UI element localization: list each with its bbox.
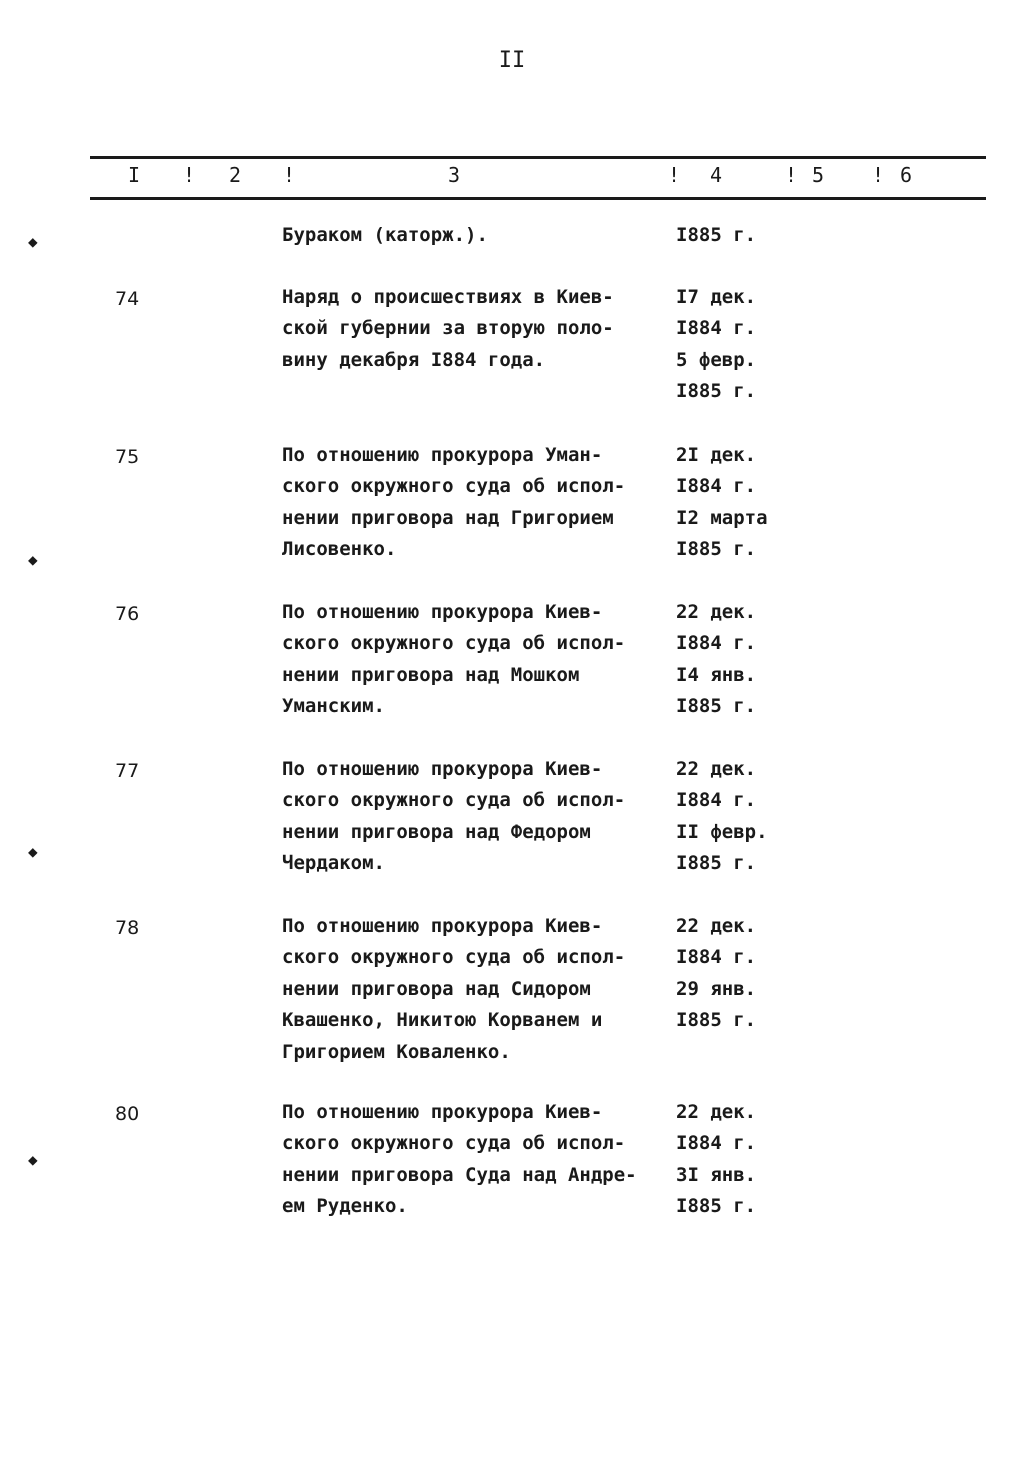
description-line: Уманским. xyxy=(282,695,385,718)
date-line: I884 г. xyxy=(676,946,757,969)
date-line: I885 г. xyxy=(676,380,757,403)
date-line: 22 дек. xyxy=(676,1101,757,1123)
description-line: нении приговора Суда над Андре- xyxy=(282,1163,637,1186)
description-line: нении приговора над Сидором xyxy=(282,977,591,1000)
header-col-4: 4 xyxy=(710,163,723,187)
header-col-5: 5 xyxy=(812,163,825,187)
description-line: По отношению прокурора Уман- xyxy=(282,444,603,466)
row-dates xyxy=(676,282,806,408)
row-number: 77 xyxy=(115,760,140,782)
row-number: 76 xyxy=(115,603,140,625)
description-line: Григорием Коваленко. xyxy=(282,1040,511,1063)
description-line: ского окружного суда об испол- xyxy=(282,946,626,969)
row-description xyxy=(282,597,667,723)
header-col-6: 6 xyxy=(900,163,913,187)
margin-mark: ◆ xyxy=(28,550,38,569)
date-line: I885 г. xyxy=(676,538,757,561)
table-row xyxy=(0,911,1024,1097)
row-dates xyxy=(676,440,806,566)
description-line: ского окружного суда об испол- xyxy=(282,632,626,655)
row-dates xyxy=(676,1097,806,1223)
page-number: II xyxy=(498,48,526,73)
margin-mark: ◆ xyxy=(28,1150,38,1169)
date-line: 22 дек. xyxy=(676,601,757,623)
table-row xyxy=(0,597,1024,754)
row-description xyxy=(282,440,667,566)
date-line: I885 г. xyxy=(676,1009,757,1032)
table-body xyxy=(0,220,1024,1257)
header-separator: ! xyxy=(785,163,798,187)
date-line: I2 марта xyxy=(676,506,768,529)
description-line: нении приговора над Григорием xyxy=(282,506,614,529)
row-number: 78 xyxy=(115,917,140,939)
row-dates xyxy=(676,911,806,1037)
date-line: I885 г. xyxy=(676,1195,757,1218)
date-line: II февр. xyxy=(676,820,768,843)
description-line: По отношению прокурора Киев- xyxy=(282,758,603,780)
description-line: ского окружного суда об испол- xyxy=(282,1132,626,1155)
row-dates xyxy=(676,220,806,251)
row-description xyxy=(282,754,667,880)
row-number: 74 xyxy=(115,288,140,310)
description-line: Бураком (каторж.). xyxy=(282,224,488,246)
row-number: 80 xyxy=(115,1103,140,1125)
date-line: I885 г. xyxy=(676,224,757,246)
description-line: ского окружного суда об испол- xyxy=(282,475,626,498)
row-dates xyxy=(676,597,806,723)
description-line: ем Руденко. xyxy=(282,1195,408,1218)
description-line: Чердаком. xyxy=(282,852,385,875)
header-separator: ! xyxy=(283,163,296,187)
table-row xyxy=(0,754,1024,911)
table-row xyxy=(0,1097,1024,1257)
table-row xyxy=(0,440,1024,597)
date-line: I4 янв. xyxy=(676,663,757,686)
description-line: Наряд о происшествиях в Киев- xyxy=(282,286,614,308)
date-line: 22 дек. xyxy=(676,758,757,780)
header-col-2: 2 xyxy=(229,163,242,187)
date-line: I884 г. xyxy=(676,1132,757,1155)
date-line: 5 февр. xyxy=(676,348,757,371)
description-line: нении приговора над Федором xyxy=(282,820,591,843)
description-line: По отношению прокурора Киев- xyxy=(282,601,603,623)
header-col-3: 3 xyxy=(448,163,461,187)
description-line: По отношению прокурора Киев- xyxy=(282,915,603,937)
table-rule-top xyxy=(90,156,986,159)
date-line: I885 г. xyxy=(676,695,757,718)
row-description xyxy=(282,1097,667,1223)
table-row xyxy=(0,220,1024,282)
table-rule-bottom xyxy=(90,197,986,200)
date-line: I7 дек. xyxy=(676,286,757,308)
margin-mark: ◆ xyxy=(28,842,38,861)
header-separator: ! xyxy=(183,163,196,187)
date-line: I884 г. xyxy=(676,632,757,655)
date-line: I884 г. xyxy=(676,789,757,812)
margin-mark: ◆ xyxy=(28,232,38,251)
table-row xyxy=(0,282,1024,440)
row-description xyxy=(282,282,667,376)
description-line: Квашенко, Никитою Корванем и xyxy=(282,1009,603,1032)
header-separator: ! xyxy=(668,163,681,187)
description-line: По отношению прокурора Киев- xyxy=(282,1101,603,1123)
description-line: вину декабря I884 года. xyxy=(282,348,546,371)
description-line: ской губернии за вторую поло- xyxy=(282,317,614,340)
date-line: I885 г. xyxy=(676,852,757,875)
date-line: I884 г. xyxy=(676,317,757,340)
header-separator: ! xyxy=(872,163,885,187)
date-line: 29 янв. xyxy=(676,977,757,1000)
date-line: I884 г. xyxy=(676,475,757,498)
description-line: ского окружного суда об испол- xyxy=(282,789,626,812)
date-line: 2I дек. xyxy=(676,444,757,466)
header-col-1: I xyxy=(128,163,141,187)
row-dates xyxy=(676,754,806,880)
row-description xyxy=(282,911,667,1068)
description-line: нении приговора над Мошком xyxy=(282,663,580,686)
description-line: Лисовенко. xyxy=(282,538,397,561)
row-number: 75 xyxy=(115,446,140,468)
date-line: 3I янв. xyxy=(676,1163,757,1186)
date-line: 22 дек. xyxy=(676,915,757,937)
row-description xyxy=(282,220,667,251)
table-header-row xyxy=(0,163,1024,193)
